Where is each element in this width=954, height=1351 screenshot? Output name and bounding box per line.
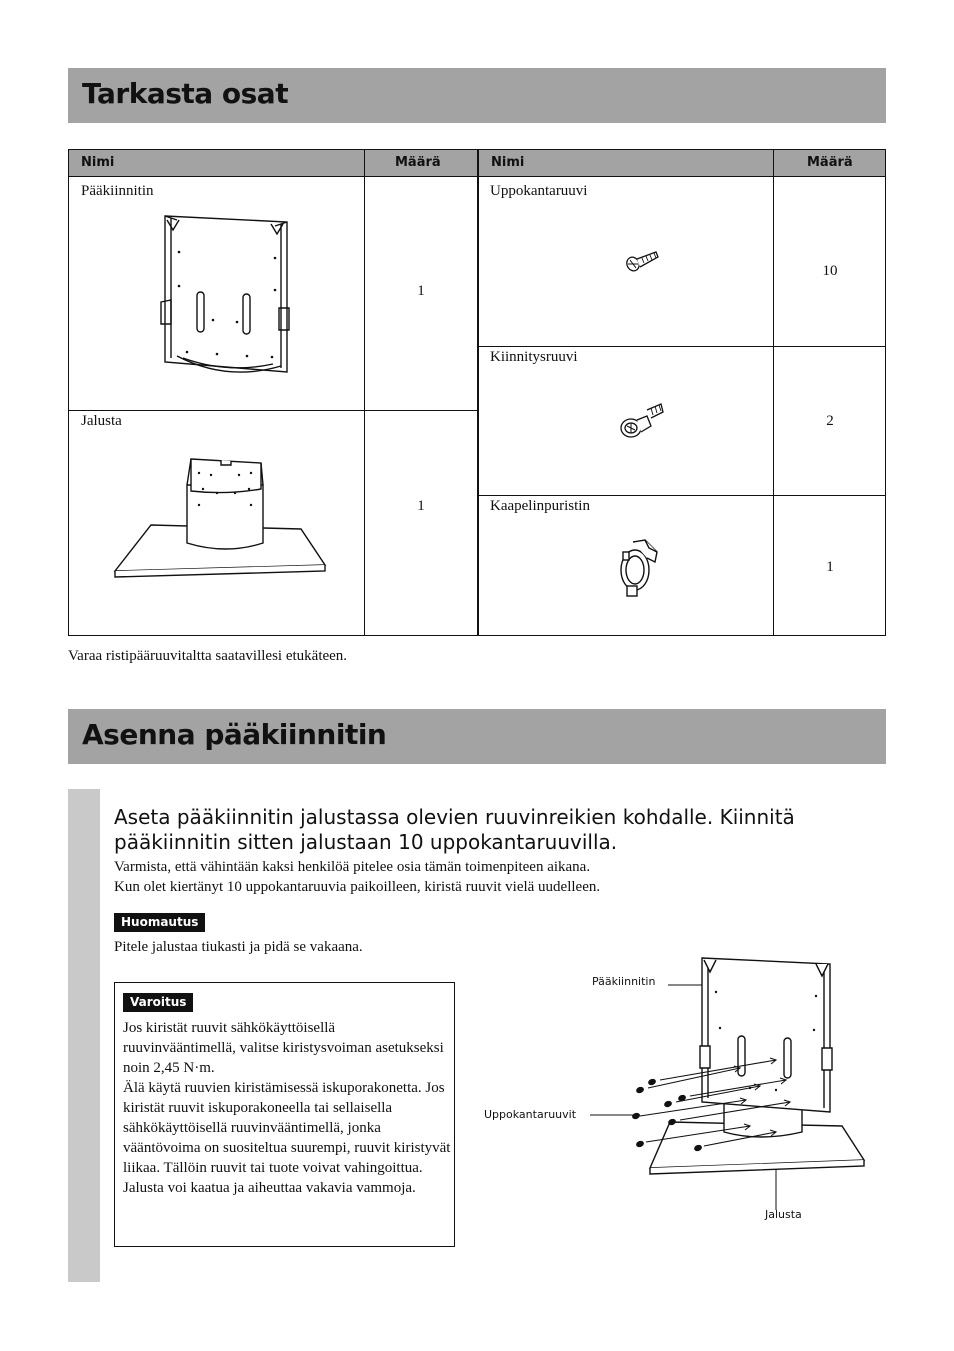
section-title-check-parts: Tarkasta osat bbox=[82, 77, 289, 110]
step-text-line1: Varmista, että vähintään kaksi henkilöä pitelee osia tämän toimenpiteen aikana. bbox=[114, 859, 591, 875]
diagram-label-bracket: Pääkiinnitin bbox=[592, 975, 656, 988]
assembly-diagram bbox=[580, 950, 870, 1210]
warning-paragraph: Älä käytä ruuvien kiristämisessä iskuporakonetta. Jos kiristät ruuvit iskuporakoneella tai sellaisella sähkökäyttöisellä ruuvinvääntimellä, jonka vääntövoima on suositeltua suurempi, ruuvit kiristyvät liikaa. Tällöin ruuvit tai tuote voivat vahingoittua. Jalusta voi kaatua ja aiheuttaa vakavia vammoja. bbox=[123, 1080, 451, 1196]
note-tag: Huomautus bbox=[114, 913, 205, 932]
parts-table bbox=[68, 149, 886, 636]
table-header-name-left: Nimi bbox=[69, 150, 365, 176]
step-sidebar bbox=[68, 789, 100, 1282]
cable-clamp-icon bbox=[615, 534, 665, 600]
part-name-cable-clamp: Kaapelinpuristin bbox=[490, 498, 590, 514]
part-qty-flat-screw: 10 bbox=[822, 263, 838, 279]
mounting-bracket-icon bbox=[157, 212, 297, 382]
part-qty-cable-clamp: 1 bbox=[826, 559, 834, 575]
table-row-divider bbox=[478, 346, 885, 347]
table-divider bbox=[364, 150, 365, 635]
step-text-line2: Kun olet kiertänyt 10 uppokantaruuvia paikoilleen, kiristä ruuvit vielä uudelleen. bbox=[114, 879, 601, 895]
part-name-bracket: Pääkiinnitin bbox=[81, 183, 154, 199]
stand-icon bbox=[111, 455, 331, 585]
part-qty-stand: 1 bbox=[417, 498, 425, 514]
note-text: Pitele jalustaa tiukasti ja pidä se vakaana. bbox=[114, 939, 363, 955]
section-banner-check-parts bbox=[68, 68, 886, 123]
flat-head-screw-icon bbox=[624, 246, 660, 276]
table-divider bbox=[773, 150, 774, 635]
part-name-stand: Jalusta bbox=[81, 413, 122, 429]
warning-tag: Varoitus bbox=[123, 993, 193, 1012]
part-name-fixing-screw: Kiinnitysruuvi bbox=[490, 349, 578, 365]
fixing-screw-icon bbox=[617, 396, 667, 442]
footnote: Varaa ristipääruuvitaltta saatavillesi etukäteen. bbox=[68, 648, 348, 664]
warning-box bbox=[114, 982, 455, 1247]
table-header-name-right: Nimi bbox=[479, 150, 775, 176]
table-header-qty-left: Määrä bbox=[365, 150, 479, 176]
warning-paragraph: Jos kiristät ruuvit sähkökäyttöisellä ruuvinvääntimellä, valitse kiristysvoiman asetukseksi noin 2,45 N·m. bbox=[123, 1020, 444, 1076]
part-qty-fixing-screw: 2 bbox=[826, 413, 834, 429]
warning-text bbox=[123, 1018, 451, 1198]
section-title-install: Asenna pääkiinnitin bbox=[82, 718, 387, 751]
table-row-divider bbox=[478, 495, 885, 496]
step-heading: Aseta pääkiinnitin jalustassa olevien ruuvinreikien kohdalle. Kiinnitä pääkiinnitin sitten jalustaan 10 uppokantaruuvilla. bbox=[114, 805, 795, 854]
part-name-flat-screw: Uppokantaruuvi bbox=[490, 183, 588, 199]
table-center-divider bbox=[477, 150, 479, 635]
section-banner-install bbox=[68, 709, 886, 764]
table-header-qty-right: Määrä bbox=[775, 150, 885, 176]
part-qty-bracket: 1 bbox=[417, 283, 425, 299]
table-row-divider bbox=[69, 410, 478, 411]
diagram-label-screws: Uppokantaruuvit bbox=[484, 1108, 577, 1121]
diagram-label-stand: Jalusta bbox=[765, 1208, 802, 1221]
